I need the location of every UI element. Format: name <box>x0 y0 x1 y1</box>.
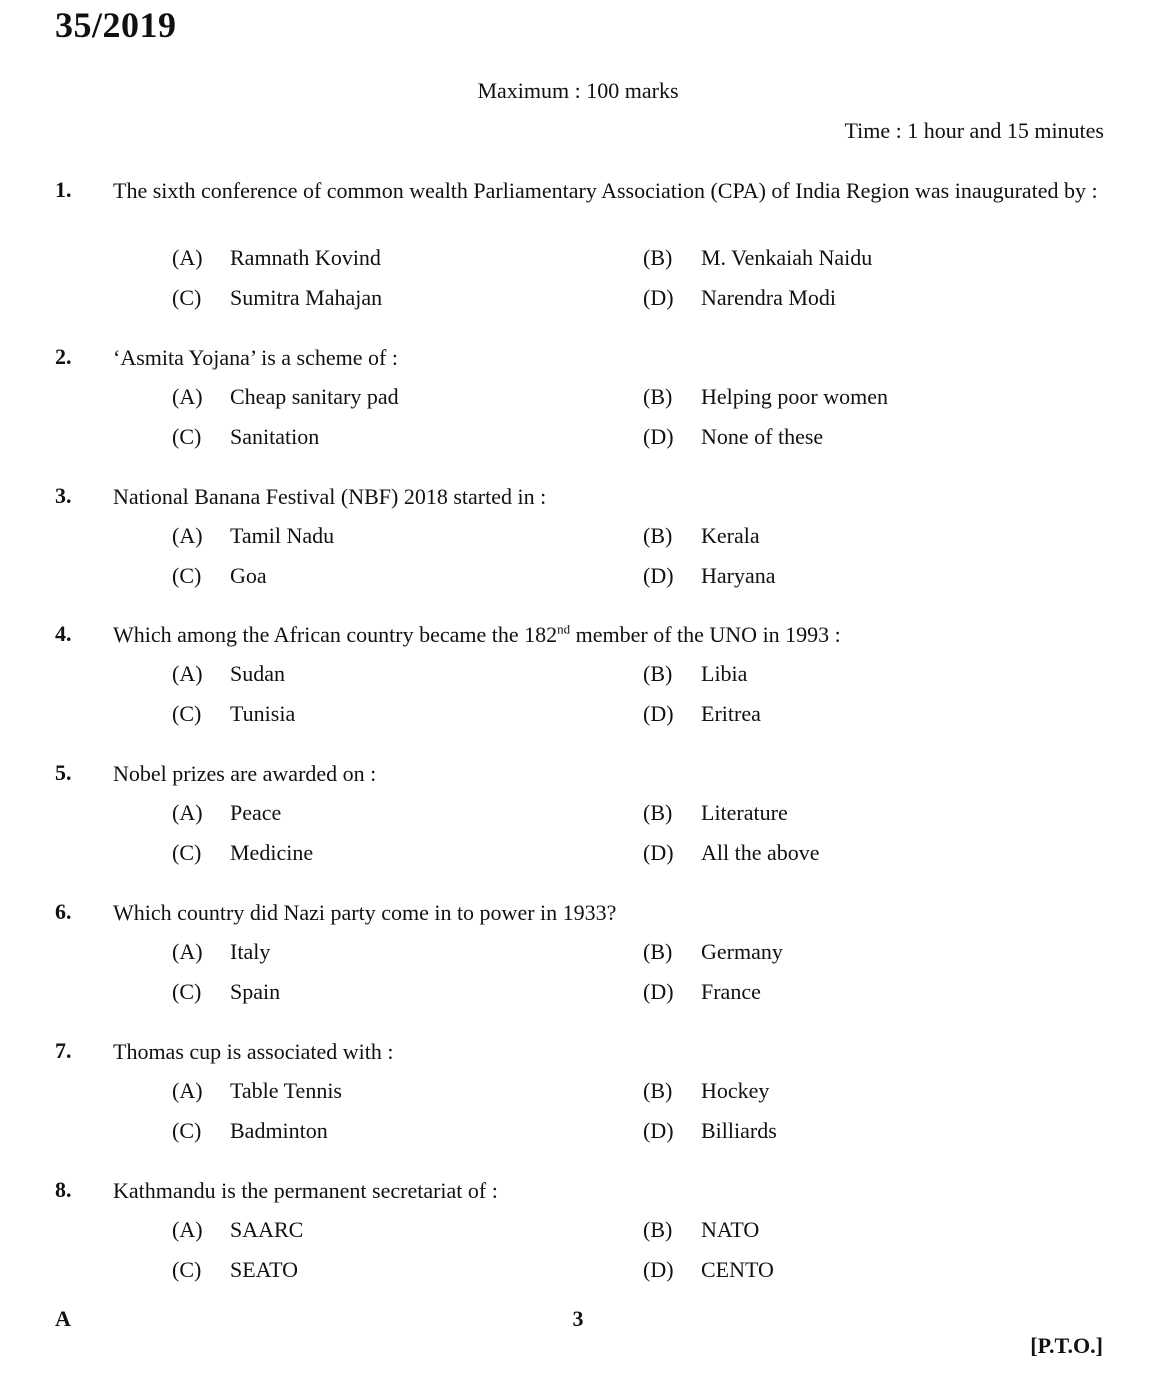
question-number: 8. <box>55 1177 72 1202</box>
option-letter: (A) <box>172 800 203 825</box>
option-text: SEATO <box>230 1257 299 1282</box>
question-text: Which country did Nazi party come in to power in 1933? <box>113 900 617 925</box>
option-letter: (D) <box>643 285 674 310</box>
question-number: 4. <box>55 621 72 646</box>
option-text: CENTO <box>701 1257 774 1282</box>
maximum-marks: Maximum : 100 marks <box>477 78 679 103</box>
series-label: A <box>55 1306 71 1331</box>
question-number: 3. <box>55 483 72 508</box>
question-text: Nobel prizes are awarded on : <box>113 761 377 786</box>
option-letter: (A) <box>172 661 203 686</box>
option-letter: (C) <box>172 840 202 865</box>
option-letter: (C) <box>172 1118 202 1143</box>
option-letter: (C) <box>172 1257 202 1282</box>
option-text: Medicine <box>230 840 314 865</box>
option-text: Hockey <box>701 1078 770 1103</box>
option-letter: (B) <box>643 939 673 964</box>
option-text: All the above <box>701 840 820 865</box>
option-letter: (B) <box>643 523 673 548</box>
option-text: SAARC <box>230 1217 304 1242</box>
option-text: Peace <box>230 800 282 825</box>
option-text: M. Venkaiah Naidu <box>701 245 873 270</box>
option-text: Italy <box>230 939 271 964</box>
option-text: Cheap sanitary pad <box>230 384 399 409</box>
option-text: Literature <box>701 800 788 825</box>
question-text: Thomas cup is associated with : <box>113 1039 394 1064</box>
option-text: Table Tennis <box>230 1078 342 1103</box>
option-letter: (B) <box>643 661 673 686</box>
option-text: Libia <box>701 661 748 686</box>
option-text: Eritrea <box>701 701 761 726</box>
question-text: National Banana Festival (NBF) 2018 started in : <box>113 484 547 509</box>
question-text: Kathmandu is the permanent secretariat of : <box>113 1178 498 1203</box>
option-letter: (A) <box>172 1217 203 1242</box>
question-number: 2. <box>55 344 72 369</box>
option-text: Sudan <box>230 661 285 686</box>
option-letter: (D) <box>643 840 674 865</box>
question-number: 5. <box>55 760 72 785</box>
option-letter: (B) <box>643 245 673 270</box>
question-text: The sixth conference of common wealth Parliamentary Association (CPA) of India Region was inaugurated by : <box>113 178 1098 203</box>
option-text: None of these <box>701 424 824 449</box>
option-letter: (D) <box>643 1257 674 1282</box>
option-letter: (A) <box>172 523 203 548</box>
page-number: 3 <box>572 1306 584 1331</box>
option-text: Haryana <box>701 563 776 588</box>
option-letter: (B) <box>643 800 673 825</box>
option-letter: (B) <box>643 1217 673 1242</box>
option-letter: (A) <box>172 1078 203 1103</box>
option-text: Sumitra Mahajan <box>230 285 383 310</box>
option-letter: (A) <box>172 384 203 409</box>
option-letter: (C) <box>172 701 202 726</box>
option-text: Germany <box>701 939 783 964</box>
option-letter: (A) <box>172 939 203 964</box>
ordinal-suffix: nd <box>557 621 571 637</box>
option-text: France <box>701 979 761 1004</box>
question-text <box>113 621 1108 649</box>
question-text-end: member of the UNO in 1993 : <box>570 622 841 647</box>
option-letter: (C) <box>172 285 202 310</box>
option-text: Tunisia <box>230 701 296 726</box>
option-text: Sanitation <box>230 424 320 449</box>
option-letter: (D) <box>643 701 674 726</box>
option-text: Spain <box>230 979 281 1004</box>
option-text: Narendra Modi <box>701 285 837 310</box>
option-letter: (A) <box>172 245 203 270</box>
option-text: Goa <box>230 563 267 588</box>
question-number: 1. <box>55 177 72 202</box>
option-letter: (C) <box>172 424 202 449</box>
time-allowed: Time : 1 hour and 15 minutes <box>844 118 1104 143</box>
question-number: 6. <box>55 899 72 924</box>
option-text: NATO <box>701 1217 760 1242</box>
question-number: 7. <box>55 1038 72 1063</box>
option-letter: (D) <box>643 1118 674 1143</box>
paper-code: 35/2019 <box>55 5 177 45</box>
option-text: Helping poor women <box>701 384 888 409</box>
question-text: ‘Asmita Yojana’ is a scheme of : <box>113 345 398 370</box>
option-text: Billiards <box>701 1118 777 1143</box>
option-text: Kerala <box>701 523 760 548</box>
option-letter: (D) <box>643 979 674 1004</box>
option-letter: (D) <box>643 563 674 588</box>
option-text: Tamil Nadu <box>230 523 335 548</box>
question-text-start: Which among the African country became the 182 <box>113 622 558 647</box>
pto-label: [P.T.O.] <box>1030 1333 1103 1358</box>
option-letter: (C) <box>172 563 202 588</box>
option-letter: (D) <box>643 424 674 449</box>
option-text: Badminton <box>230 1118 328 1143</box>
option-letter: (C) <box>172 979 202 1004</box>
option-letter: (B) <box>643 384 673 409</box>
option-text: Ramnath Kovind <box>230 245 381 270</box>
option-letter: (B) <box>643 1078 673 1103</box>
